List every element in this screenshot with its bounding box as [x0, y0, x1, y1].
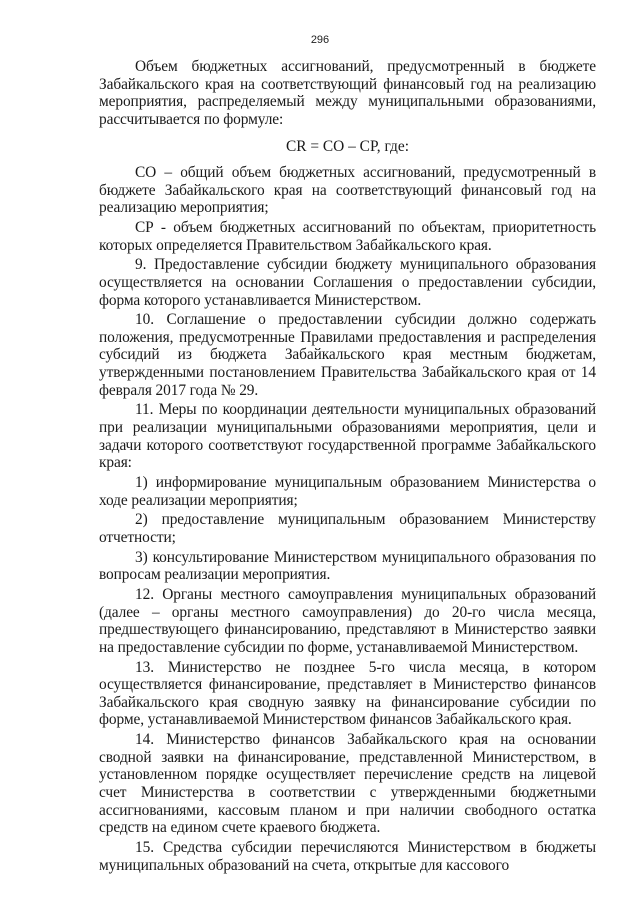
paragraph-item-11: 11. Меры по координации деятельности муниципальных образований при реализации муниципальными образованиями мероприятия, цели и задачи которого соответствуют государственной программе Забайкальского края: [99, 401, 596, 472]
paragraph-budget-volume: Объем бюджетных ассигнований, предусмотренный в бюджете Забайкальского края на соответствующий финансовый год на реализацию мероприятия, распределяемый между муниципальными образованиями, рассчитывается по формуле: [99, 58, 596, 128]
paragraph-item-10: 10. Соглашение о предоставлении субсидии должно содержать положения, предусмотренные Правилами предоставления и распределения субсидий из бюджета Забайкальского края местным бюджетам, утвержденными постановлением Правительства Забайкальского края от 14 февраля 2017 года № 29. [99, 311, 596, 399]
paragraph-subitem-1: 1) информирование муниципальным образованием Министерства о ходе реализации мероприятия; [99, 474, 596, 509]
paragraph-item-12: 12. Органы местного самоуправления муниципальных образований (далее – органы местного самоуправления) до 20-го числа месяца, предшествующего финансированию, представляют в Министерство заявки на предоставление субсидии по форме, устанавливаемой Министерством. [99, 586, 596, 656]
paragraph-subitem-2: 2) предоставление муниципальным образованием Министерству отчетности; [99, 511, 596, 546]
page-number: 296 [310, 34, 330, 46]
paragraph-co-definition: СО – общий объем бюджетных ассигнований, предусмотренный в бюджете Забайкальского края на соответствующий финансовый год на реализацию мероприятия; [99, 163, 596, 217]
document-body [99, 58, 596, 874]
paragraph-item-15: 15. Средства субсидии перечисляются Министерством в бюджеты муниципальных образований на счета, открытые для кассового [99, 839, 596, 874]
formula: CR = CO – CP, где: [286, 138, 409, 156]
paragraph-item-13: 13. Министерство не позднее 5-го числа месяца, в котором осуществляется финансирование, представляет в Министерство финансов Забайкальского края сводную заявку на финансирование субсидии по форме, устанавливаемой Министерством финансов Забайкальского края. [99, 658, 596, 729]
paragraph-subitem-3: 3) консультирование Министерством муниципального образования по вопросам реализации мероприятия. [99, 548, 596, 584]
paragraph-item-9: 9. Предоставление субсидии бюджету муниципального образования осуществляется на основании Соглашения о предоставлении субсидии, форма которого устанавливается Министерством. [99, 256, 596, 309]
paragraph-cp-definition: СР - объем бюджетных ассигнований по объектам, приоритетность которых определяется Правительством Забайкальского края. [99, 218, 596, 254]
paragraph-item-14: 14. Министерство финансов Забайкальского края на основании сводной заявки на финансирование, представленной Министерством, в установленном порядке осуществляет перечисление средств на лицевой счет Министерства в соответствии с утвержденными бюджетными ассигнованиями, кассовым планом и при наличии свободного остатка средств на едином счете краевого бюджета. [99, 731, 596, 837]
